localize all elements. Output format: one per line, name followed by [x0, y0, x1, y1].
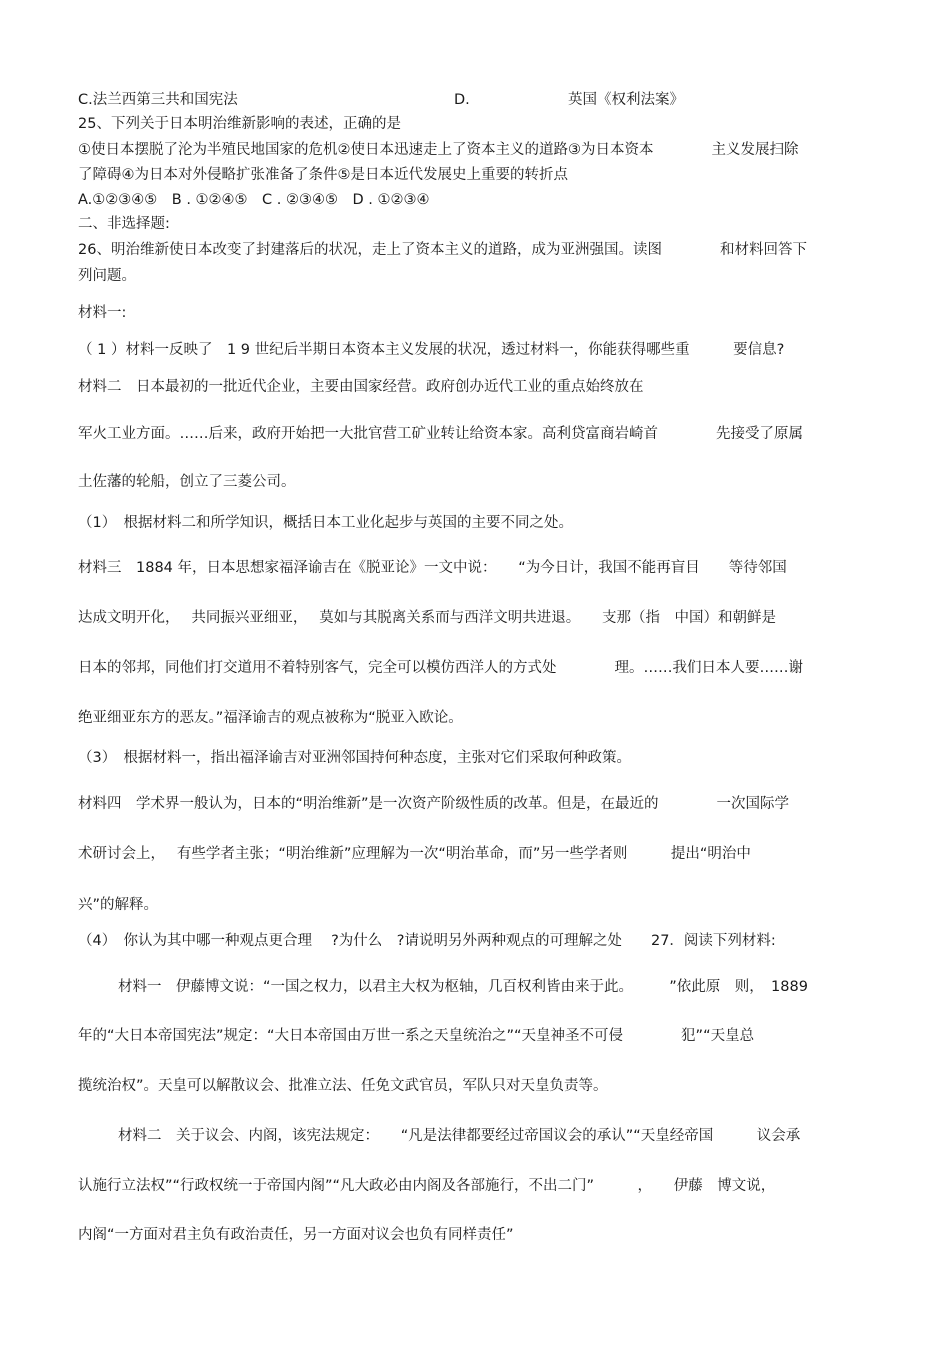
material-2-line-3: 土佐藩的轮船，创立了三菱公司。 — [78, 474, 296, 490]
sub-question-1b: （1） 根据材料二和所学知识，概括日本工业化起步与英国的主要不同之处。 — [78, 515, 573, 531]
question-25-stem: 25、下列关于日本明治维新影响的表述，正确的是 — [78, 116, 401, 132]
q27-material-1-line-2: 年的“大日本帝国宪法”规定：“大日本帝国由万世一系之天皇统治之”“天皇神圣不可侵 犯”“天皇总 — [78, 1028, 755, 1044]
question-25-options: A.①②③④⑤ B . ①②④⑤ C . ②③④⑤ D . ①②③④ — [78, 192, 430, 208]
q27-material-2-line-1: 材料二 关于议会、内阁，该宪法规定： “凡是法律都要经过帝国议会的承认”“天皇经帝国 议会承 — [118, 1128, 801, 1144]
section-heading: 二、非选择题: — [78, 216, 170, 232]
material-4-line-1: 材料四 学术界一般认为，日本的“明治维新”是一次资产阶级性质的改革。但是，在最近的 一次国际学 — [78, 796, 790, 812]
material-3-line-4: 绝亚细亚东方的恶友。”福泽谕吉的观点被称为“脱亚入欧论。 — [78, 710, 463, 726]
q27-material-1-line-3: 揽统治权”。天皇可以解散议会、批准立法、任免文武官员，军队只对天皇负责等。 — [78, 1078, 608, 1094]
sub-question-3: （3） 根据材料一，指出福泽谕吉对亚洲邻国持何种态度，主张对它们采取何种政策。 — [78, 750, 631, 766]
material-4-line-3: 兴”的解释。 — [78, 897, 159, 913]
material-3-line-2: 达成文明开化， 共同振兴亚细亚， 莫如与其脱离关系而与西洋文明共进退。 支那（指 中国）和朝鲜是 — [78, 610, 776, 626]
question-26-stem: 26、明治维新使日本改变了封建落后的状况，走上了资本主义的道路，成为亚洲强国。读图 和材料回答下 — [78, 242, 807, 258]
material-2-line-2: 军火工业方面。……后来，政府开始把一大批官营工矿业转让给资本家。高利贷富商岩崎首 先接受了原属 — [78, 426, 803, 442]
option-c: C.法兰西第三共和国宪法 — [78, 92, 238, 108]
material-2-line-1: 材料二 日本最初的一批近代企业，主要由国家经营。政府创办近代工业的重点始终放在 — [78, 379, 644, 395]
question-25-line-1: ①使日本摆脱了沦为半殖民地国家的危机②使日本迅速走上了资本主义的道路③为日本资本 主义发展扫除 — [78, 142, 799, 158]
q27-material-2-line-2: 认施行立法权”“行政权统一于帝国内阁”“凡大政必由内阁及各部施行，不出二门” ， 伊藤 博文说， — [78, 1178, 776, 1194]
material-3-line-1: 材料三 1884 年，日本思想家福泽谕吉在《脱亚论》一文中说： “为今日计，我国不能再盲目 等待邻国 — [78, 560, 787, 576]
option-d-letter: D. — [454, 92, 470, 108]
q27-material-1-line-1: 材料一 伊藤博文说：“一国之权力，以君主大权为枢轴，几百权利皆由来于此。 ”依此原 则， 1889 — [118, 979, 808, 995]
sub-question-4: （4） 你认为其中哪一种观点更合理 ?为什么 ?请说明另外两种观点的可理解之处 27．阅读下列材料: — [78, 933, 776, 949]
material-3-line-3: 日本的邻邦，同他们打交道用不着特别客气，完全可以模仿西洋人的方式处 理。……我们日本人要……谢 — [78, 660, 803, 676]
material-4-line-2: 术研讨会上， 有些学者主张；“明治维新”应理解为一次“明治革命，而”另一些学者则 提出“明治中 — [78, 846, 751, 862]
q27-material-2-line-3: 内阁“一方面对君主负有政治责任，另一方面对议会也负有同样责任” — [78, 1227, 514, 1243]
option-d-text: 英国《权利法案》 — [568, 92, 684, 108]
question-26-stem-cont: 列问题。 — [78, 268, 136, 284]
material-1-label: 材料一: — [78, 305, 127, 321]
option-line-c-d — [78, 90, 868, 110]
sub-question-1: （ 1 ）材料一反映了 1 9 世纪后半期日本资本主义发展的状况，透过材料一，你能获得哪些重 要信息? — [78, 342, 785, 358]
question-25-line-2: 了障碍④为日本对外侵略扩张准备了条件⑤是日本近代发展史上重要的转折点 — [78, 167, 568, 183]
